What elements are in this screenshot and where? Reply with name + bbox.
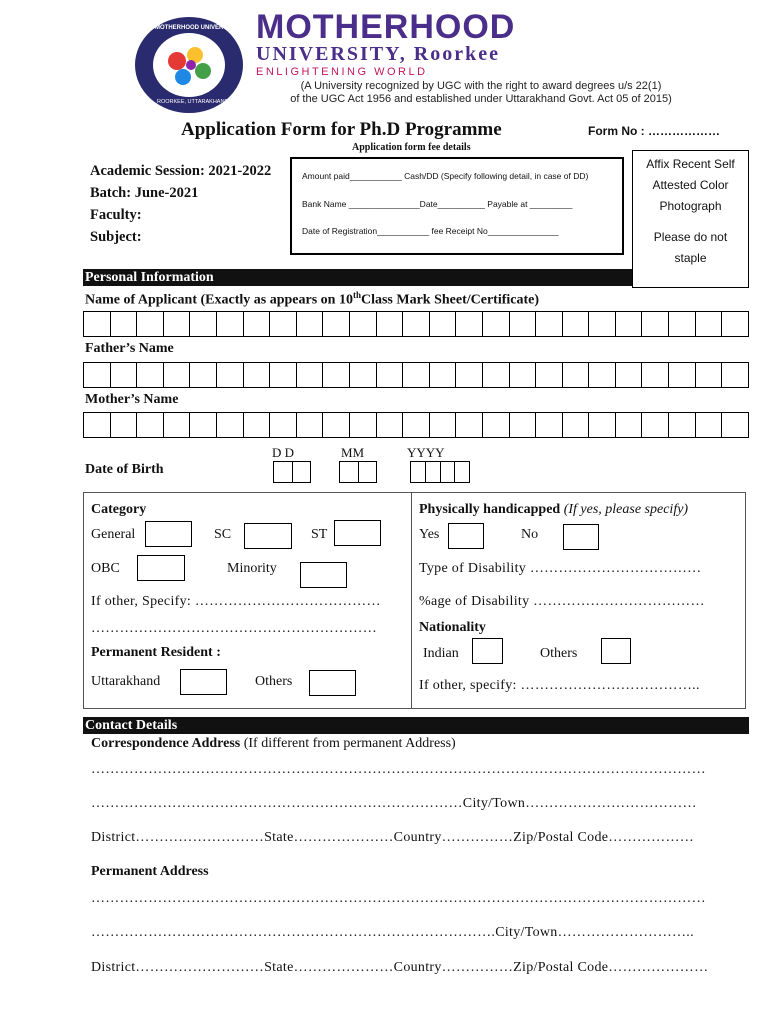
recognition-line-1: (A University recognized by UGC with the right to award degrees u/s 22(1) bbox=[300, 80, 662, 92]
correspondence-line-3[interactable]: District………………………State…………………Country……………Zip/Postal Code……………… bbox=[91, 830, 695, 845]
correspondence-line-2[interactable]: ……………………………………………………………………City/Town……………………………… bbox=[91, 796, 697, 811]
applicant-label-pre: Name of Applicant (Exactly as appears on 10 bbox=[85, 292, 353, 308]
nationality-others-label: Others bbox=[540, 646, 578, 661]
logo-text-top: MOTHERHOOD UNIVERSITY bbox=[155, 25, 237, 31]
faculty-label: Faculty: bbox=[90, 207, 142, 223]
handicap-no-box[interactable] bbox=[563, 524, 599, 550]
dob-mm-label: MM bbox=[341, 445, 365, 460]
correspondence-title-bold: Correspondence Address bbox=[91, 736, 241, 751]
personal-info-header: Personal Information bbox=[83, 269, 632, 286]
correspondence-line-1[interactable]: ………………………………………………………………………………………………………………… bbox=[91, 762, 706, 777]
permanent-address-title: Permanent Address bbox=[91, 864, 209, 879]
applicant-name-boxes[interactable] bbox=[83, 311, 749, 337]
permanent-line-2[interactable]: ………………………………………………………………………….City/Town……………………….. bbox=[91, 925, 694, 940]
handicap-yes-box[interactable] bbox=[448, 523, 484, 549]
form-title: Application Form for Ph.D Programme bbox=[181, 119, 502, 140]
handicap-yes-label: Yes bbox=[419, 527, 440, 542]
logo-text-bottom: ROORKEE, UTTARAKHAND bbox=[157, 99, 229, 105]
resident-uttarakhand-label: Uttarakhand bbox=[91, 674, 161, 689]
fee-line-bank: Bank Name _______________Date__________ Payable at _________ bbox=[302, 199, 573, 209]
handicap-no-label: No bbox=[521, 527, 539, 542]
handicap-title-bold: Physically handicapped bbox=[419, 502, 561, 517]
fee-line-amount: Amount paid___________ Cash/DD (Specify following detail, in case of DD) bbox=[302, 171, 589, 181]
dob-label: Date of Birth bbox=[85, 462, 164, 477]
session-info bbox=[90, 160, 271, 248]
correspondence-address-title bbox=[91, 736, 456, 752]
correspondence-title-rest: (If different from permanent Address) bbox=[240, 736, 456, 751]
recognition-line-2: of the UGC Act 1956 and established under Uttarakhand Govt. Act 05 of 2015) bbox=[290, 93, 672, 105]
handicap-title-italic: (If yes, please specify) bbox=[563, 502, 689, 517]
dob-yyyy-label: YYYY bbox=[407, 445, 445, 460]
nationality-other-specify[interactable]: If other, specify: ……………………………….. bbox=[419, 678, 700, 693]
photo-line-2: Attested Color bbox=[652, 178, 729, 192]
resident-uttarakhand-box[interactable] bbox=[180, 669, 227, 695]
fee-caption: Application form fee details bbox=[352, 142, 471, 153]
university-logo bbox=[133, 15, 245, 115]
panel-divider bbox=[411, 492, 412, 709]
photo-line-4: Please do not bbox=[653, 230, 728, 244]
contact-details-header: Contact Details bbox=[83, 717, 749, 734]
university-tagline: ENLIGHTENING WORLD bbox=[256, 66, 428, 78]
mother-name-boxes[interactable] bbox=[83, 412, 749, 438]
resident-others-label: Others bbox=[255, 674, 293, 689]
father-name-boxes[interactable] bbox=[83, 362, 749, 388]
mother-name-label: Mother’s Name bbox=[85, 392, 179, 407]
fee-details-box bbox=[290, 157, 624, 255]
category-obc-box[interactable] bbox=[137, 555, 185, 581]
category-title: Category bbox=[91, 502, 147, 517]
category-st-label: ST bbox=[311, 527, 328, 542]
photo-line-1: Affix Recent Self bbox=[646, 157, 735, 171]
photo-line-3: Photograph bbox=[659, 199, 722, 213]
academic-session: Academic Session: 2021-2022 bbox=[90, 163, 272, 179]
permanent-line-3[interactable]: District………………………State…………………Country……………Zip/Postal Code………………… bbox=[91, 960, 709, 975]
category-obc-label: OBC bbox=[91, 561, 120, 576]
nationality-title: Nationality bbox=[419, 620, 486, 635]
dob-year-boxes[interactable] bbox=[410, 461, 470, 483]
nationality-others-box[interactable] bbox=[601, 638, 631, 664]
disability-type-field[interactable]: Type of Disability ……………………………… bbox=[419, 561, 702, 576]
form-number: Form No : ……………… bbox=[588, 124, 720, 138]
university-name: MOTHERHOOD bbox=[256, 8, 516, 46]
category-sc-label: SC bbox=[214, 527, 232, 542]
photo-line-5: staple bbox=[674, 251, 707, 265]
dob-dd-label: D D bbox=[272, 445, 295, 460]
photo-box[interactable] bbox=[632, 150, 749, 288]
applicant-label-sup: th bbox=[352, 290, 361, 300]
permanent-line-1[interactable]: ………………………………………………………………………………………………………………… bbox=[91, 891, 706, 906]
resident-others-box[interactable] bbox=[309, 670, 356, 696]
dob-day-boxes[interactable] bbox=[273, 461, 311, 483]
category-general-label: General bbox=[91, 527, 136, 542]
applicant-name-label bbox=[85, 290, 539, 309]
category-minority-box[interactable] bbox=[300, 562, 347, 588]
handicap-title bbox=[419, 502, 688, 518]
dob-month-boxes[interactable] bbox=[339, 461, 377, 483]
fee-line-registration: Date of Registration___________ fee Receipt No_______________ bbox=[302, 226, 559, 236]
category-st-box[interactable] bbox=[334, 520, 381, 546]
category-other-specify-cont[interactable]: …………………………………………………… bbox=[91, 621, 377, 636]
subject-label: Subject: bbox=[90, 229, 142, 245]
applicant-label-post: Class Mark Sheet/Certificate) bbox=[360, 292, 540, 308]
batch: Batch: June-2021 bbox=[90, 185, 199, 201]
category-sc-box[interactable] bbox=[244, 523, 292, 549]
category-other-specify[interactable]: If other, Specify: ………………………………… bbox=[91, 594, 381, 609]
category-minority-label: Minority bbox=[227, 561, 277, 576]
permanent-resident-title: Permanent Resident : bbox=[91, 645, 221, 660]
university-subtitle: UNIVERSITY, Roorkee bbox=[256, 43, 500, 65]
nationality-indian-box[interactable] bbox=[472, 638, 503, 664]
nationality-indian-label: Indian bbox=[423, 646, 459, 661]
father-name-label: Father’s Name bbox=[85, 341, 174, 356]
category-general-box[interactable] bbox=[145, 521, 192, 547]
disability-percentage-field[interactable]: %age of Disability ……………………………… bbox=[419, 594, 705, 609]
recognition-note bbox=[246, 80, 716, 106]
